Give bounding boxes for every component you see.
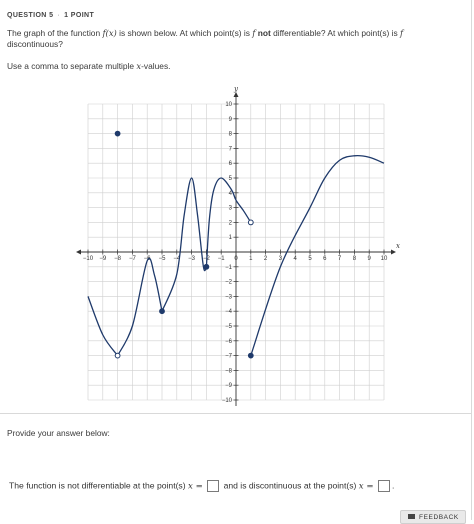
answer-prompt: Provide your answer below: bbox=[7, 428, 110, 438]
header-separator: · bbox=[57, 12, 61, 19]
x-tick-label: 3 bbox=[278, 256, 283, 262]
instruction bbox=[7, 61, 170, 71]
answer-sentence bbox=[9, 480, 394, 492]
y-tick-label: −4 bbox=[225, 309, 232, 316]
x-tick-label: −6 bbox=[143, 256, 151, 262]
y-tick-label: 7 bbox=[228, 146, 232, 153]
prompt-text-3: differentiable? At which point(s) is bbox=[273, 28, 398, 38]
open-point bbox=[115, 353, 120, 358]
answer-text-1: The function is not differentiable at the point(s) bbox=[9, 480, 186, 491]
x-tick-label: −7 bbox=[128, 256, 136, 262]
feedback-icon bbox=[408, 514, 415, 519]
question-label: QUESTION 5 bbox=[7, 12, 54, 19]
var-eq-1: x = bbox=[188, 481, 203, 492]
x-tick-label: 8 bbox=[352, 256, 357, 262]
x-tick-label: 6 bbox=[323, 256, 327, 262]
y-tick-label: 3 bbox=[228, 205, 232, 212]
x-axis-arrow-right bbox=[391, 250, 396, 255]
x-axis-arrow-left bbox=[76, 250, 81, 255]
prompt-text-1: The graph of the function bbox=[7, 28, 101, 38]
function-name: f(x) bbox=[102, 28, 117, 38]
x-tick-label: −1 bbox=[217, 256, 225, 262]
x-tick-label: 9 bbox=[367, 256, 371, 262]
y-tick-label: 2 bbox=[228, 220, 232, 227]
closed-point bbox=[204, 264, 209, 269]
function-curve bbox=[162, 178, 206, 311]
y-tick-label: −8 bbox=[225, 368, 232, 375]
y-tick-label: 4 bbox=[228, 190, 232, 197]
y-tick-label: −6 bbox=[225, 338, 232, 345]
y-tick-label: −2 bbox=[225, 279, 232, 286]
function-symbol-2: f bbox=[400, 28, 404, 38]
y-tick-label: 8 bbox=[228, 131, 232, 138]
y-tick-label: 5 bbox=[228, 176, 232, 182]
section-divider bbox=[0, 413, 472, 414]
open-point bbox=[248, 220, 253, 225]
y-tick-label: 1 bbox=[228, 235, 232, 242]
x-tick-label: −4 bbox=[173, 256, 181, 262]
y-tick-label: 10 bbox=[225, 102, 232, 108]
not-differentiable-input[interactable] bbox=[207, 480, 219, 492]
answer-period: . bbox=[391, 480, 395, 491]
prompt-text-2: is shown below. At which point(s) is bbox=[119, 28, 250, 38]
x-tick-label: −2 bbox=[202, 256, 210, 262]
y-tick-label: −9 bbox=[225, 383, 232, 390]
function-graph bbox=[66, 76, 406, 406]
x-tick-label: −9 bbox=[99, 256, 107, 262]
prompt-text-4: discontinuous? bbox=[7, 39, 63, 49]
x-tick-label: 5 bbox=[308, 256, 312, 262]
instruction-text-2: -values. bbox=[141, 61, 171, 71]
var-eq-2: x = bbox=[358, 481, 374, 492]
feedback-label: FEEDBACK bbox=[419, 514, 459, 521]
x-tick-label: −5 bbox=[158, 256, 166, 262]
function-symbol: f bbox=[252, 28, 256, 38]
not-emphasis: not bbox=[257, 28, 271, 38]
x-tick-label: 10 bbox=[380, 256, 388, 262]
discontinuous-input[interactable] bbox=[378, 480, 390, 492]
x-tick-label: 4 bbox=[293, 256, 297, 262]
x-tick-label: 7 bbox=[337, 256, 342, 262]
y-tick-label: −1 bbox=[225, 264, 232, 271]
function-curve bbox=[251, 156, 384, 356]
y-axis-label: y bbox=[234, 85, 238, 93]
x-axis-label: x bbox=[396, 242, 400, 250]
x-tick-label: −3 bbox=[188, 256, 196, 262]
y-tick-label: 9 bbox=[228, 116, 232, 123]
y-tick-label: −7 bbox=[225, 353, 232, 360]
x-tick-label: −10 bbox=[82, 256, 94, 262]
instruction-text-1: Use a comma to separate multiple bbox=[7, 61, 135, 71]
y-tick-label: 6 bbox=[228, 161, 232, 168]
y-tick-label: −3 bbox=[225, 294, 232, 301]
feedback-button[interactable] bbox=[400, 510, 466, 524]
closed-point bbox=[160, 309, 165, 314]
question-header bbox=[7, 12, 94, 19]
x-tick-label: 2 bbox=[263, 256, 268, 262]
question-points: 1 POINT bbox=[64, 12, 95, 19]
answer-text-2: and is discontinuous at the point(s) bbox=[223, 480, 357, 491]
closed-point bbox=[115, 131, 120, 136]
closed-point bbox=[248, 353, 253, 358]
y-tick-label: −10 bbox=[221, 398, 232, 404]
question-prompt bbox=[7, 28, 427, 50]
x-tick-label: 0 bbox=[234, 256, 238, 262]
x-tick-label: −8 bbox=[114, 256, 122, 262]
y-tick-label: −5 bbox=[225, 324, 232, 330]
instruction-var: x bbox=[136, 61, 142, 71]
x-tick-label: 1 bbox=[249, 256, 253, 262]
